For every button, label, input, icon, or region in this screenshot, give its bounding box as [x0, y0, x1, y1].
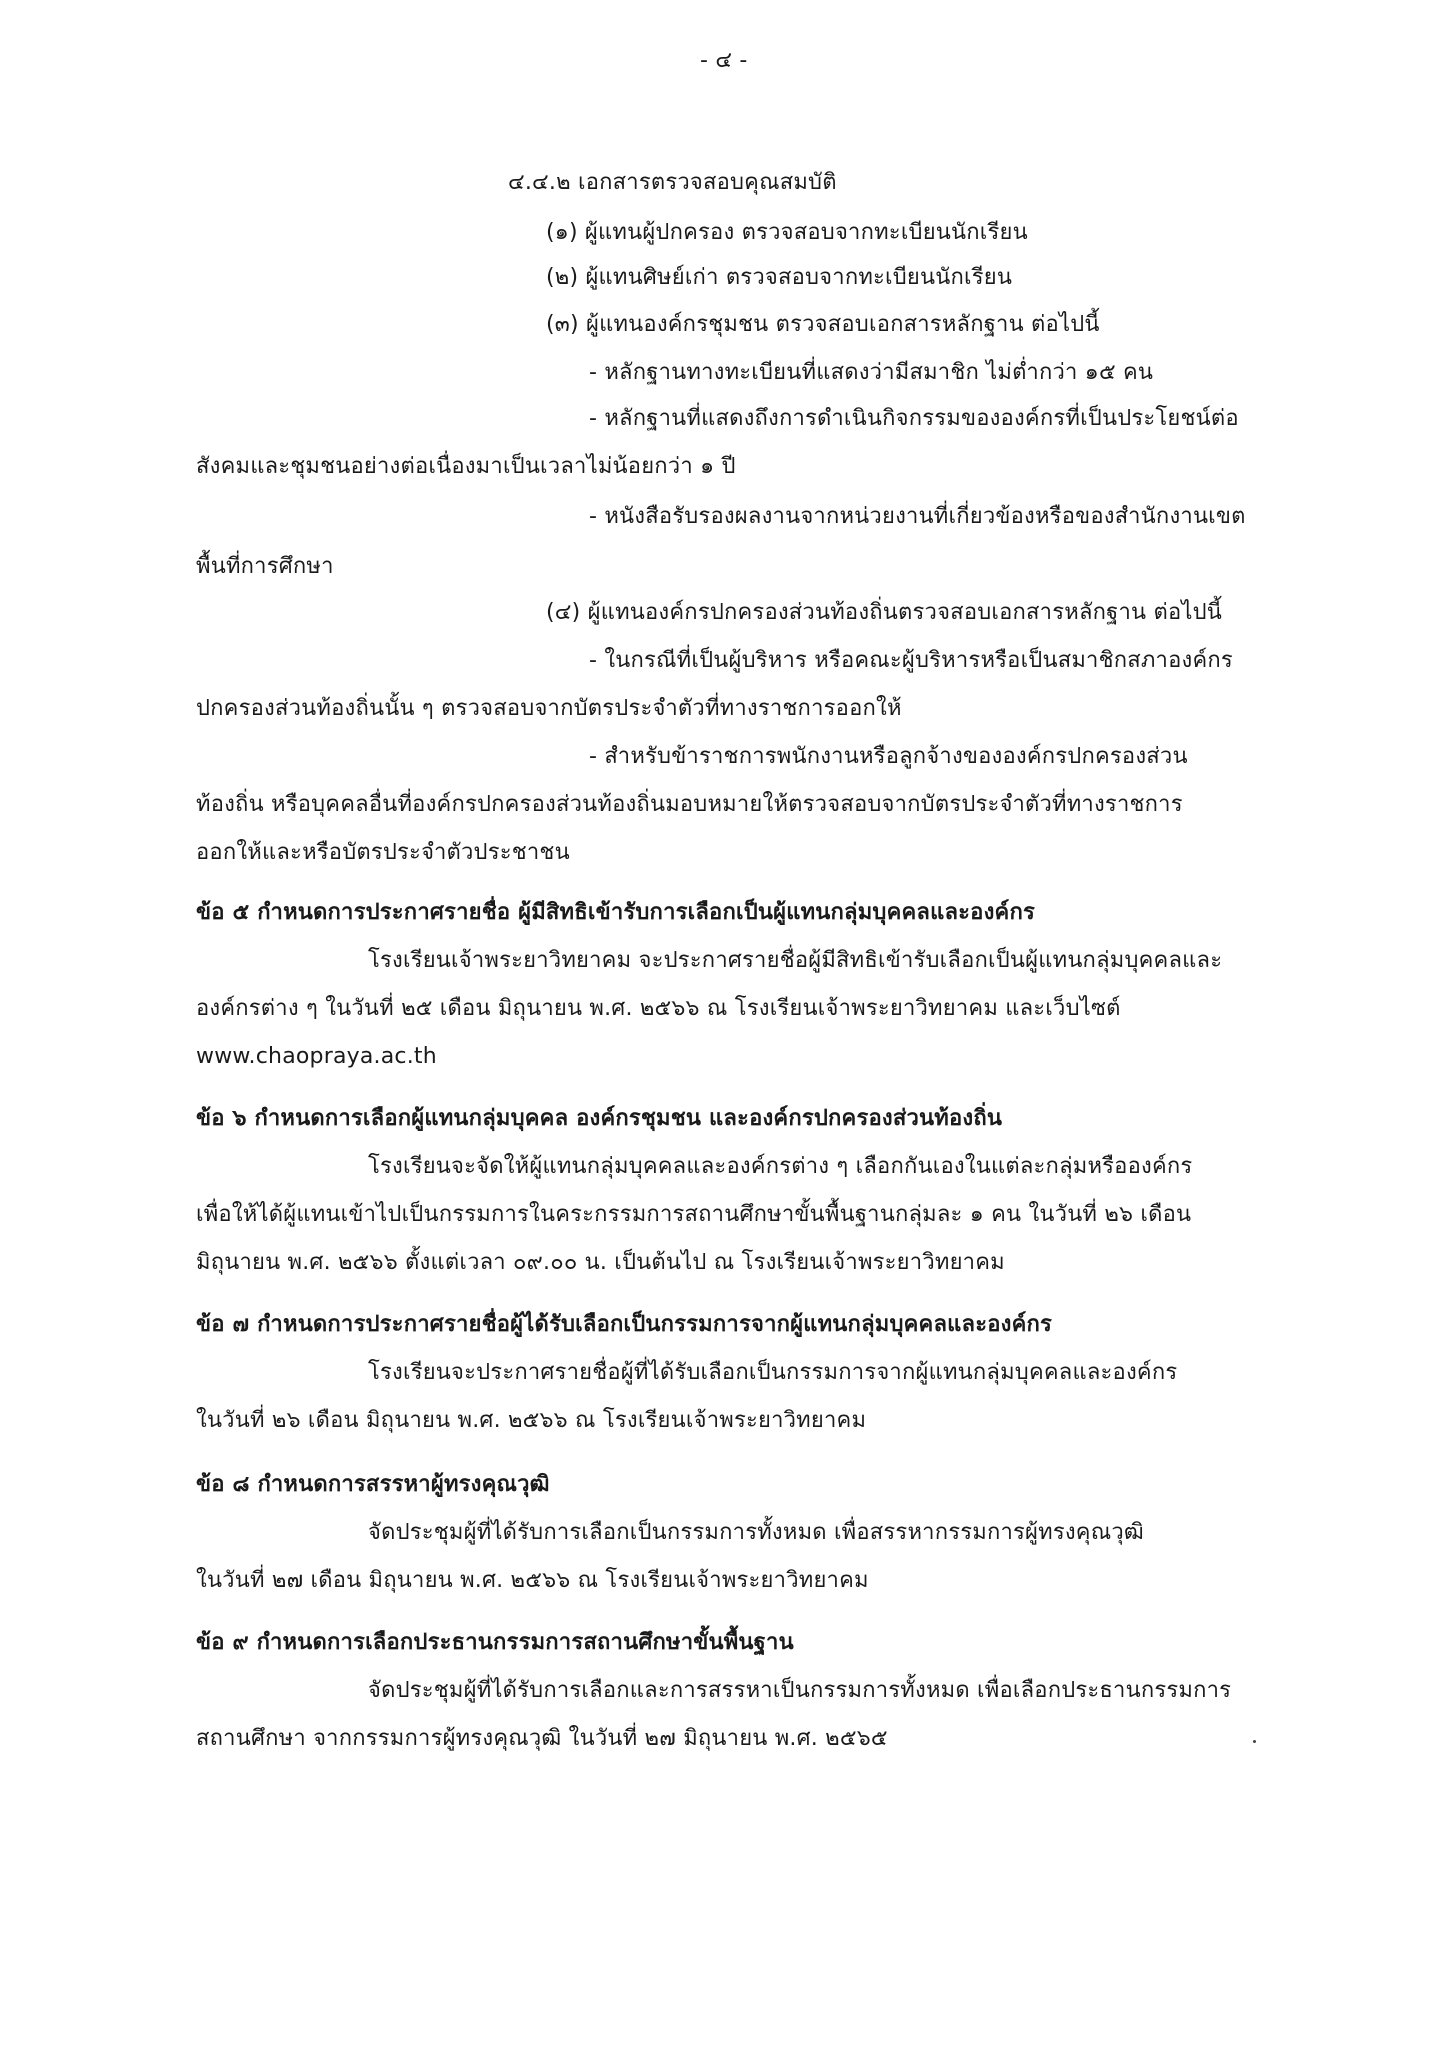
list-item: (๑) ผู้แทนผู้ปกครอง ตรวจสอบจากทะเบียนนักเรียน: [546, 220, 1028, 245]
text-line: ออกให้และหรือบัตรประจำตัวประชาชน: [196, 840, 570, 865]
clause-heading: ข้อ ๖ กำหนดการเลือกผู้แทนกลุ่มบุคคล องค์กรชุมชน และองค์กรปกครองส่วนท้องถิ่น: [196, 1106, 1003, 1131]
list-item: (๓) ผู้แทนองค์กรชุมชน ตรวจสอบเอกสารหลักฐาน ต่อไปนี้: [546, 312, 1100, 337]
clause-heading: ข้อ ๙ กำหนดการเลือกประธานกรรมการสถานศึกษาขั้นพื้นฐาน: [196, 1630, 794, 1655]
bullet-item: - หนังสือรับรองผลงานจากหน่วยงานที่เกี่ยวข้องหรือของสำนักงานเขต: [589, 504, 1246, 529]
clause-heading: ข้อ ๘ กำหนดการสรรหาผู้ทรงคุณวุฒิ: [196, 1472, 550, 1497]
paragraph-line: โรงเรียนจะประกาศรายชื่อผู้ที่ได้รับเลือกเป็นกรรมการจากผู้แทนกลุ่มบุคคลและองค์กร: [368, 1360, 1178, 1385]
bullet-item: - ในกรณีที่เป็นผู้บริหาร หรือคณะผู้บริหารหรือเป็นสมาชิกสภาองค์กร: [589, 648, 1233, 673]
paragraph-line: เพื่อให้ได้ผู้แทนเข้าไปเป็นกรรมการในคระกรรมการสถานศึกษาขั้นพื้นฐานกลุ่มละ ๑ คน ในวันที่ ๒๖ เดือน: [196, 1202, 1192, 1227]
paragraph-line: ในวันที่ ๒๗ เดือน มิถุนายน พ.ศ. ๒๕๖๖ ณ โรงเรียนเจ้าพระยาวิทยาคม: [196, 1568, 869, 1593]
page-number: - ๔ -: [700, 48, 748, 73]
text-line: ปกครองส่วนท้องถิ่นนั้น ๆ ตรวจสอบจากบัตรประจำตัวที่ทางราชการออกให้: [196, 696, 902, 721]
section-title: ๔.๔.๒ เอกสารตรวจสอบคุณสมบัติ: [508, 170, 837, 195]
clause-heading: ข้อ ๗ กำหนดการประกาศรายชื่อผู้ได้รับเลือกเป็นกรรมการจากผู้แทนกลุ่มบุคคลและองค์กร: [196, 1312, 1053, 1337]
list-item: (๒) ผู้แทนศิษย์เก่า ตรวจสอบจากทะเบียนนักเรียน: [546, 265, 1013, 290]
clause-heading: ข้อ ๕ กำหนดการประกาศรายชื่อ ผู้มีสิทธิเข้ารับการเลือกเป็นผู้แทนกลุ่มบุคคลและองค์กร: [196, 900, 1035, 925]
paragraph-line: มิถุนายน พ.ศ. ๒๕๖๖ ตั้งแต่เวลา ๐๙.๐๐ น. เป็นต้นไป ณ โรงเรียนเจ้าพระยาวิทยาคม: [196, 1250, 1005, 1275]
scan-speck: [1253, 1740, 1256, 1743]
website-link[interactable]: www.chaopraya.ac.th: [196, 1044, 437, 1069]
paragraph-line: องค์กรต่าง ๆ ในวันที่ ๒๕ เดือน มิถุนายน พ.ศ. ๒๕๖๖ ณ โรงเรียนเจ้าพระยาวิทยาคม และเว็บไซต์: [196, 996, 1121, 1021]
text-line: สังคมและชุมชนอย่างต่อเนื่องมาเป็นเวลาไม่น้อยกว่า ๑ ปี: [196, 454, 736, 479]
bullet-item: - หลักฐานที่แสดงถึงการดำเนินกิจกรรมขององค์กรที่เป็นประโยชน์ต่อ: [589, 406, 1239, 431]
bullet-item: - หลักฐานทางทะเบียนที่แสดงว่ามีสมาชิก ไม่ต่ำกว่า ๑๕ คน: [589, 360, 1154, 385]
paragraph-line: สถานศึกษา จากกรรมการผู้ทรงคุณวุฒิ ในวันที่ ๒๗ มิถุนายน พ.ศ. ๒๕๖๕: [196, 1726, 888, 1751]
paragraph-line: จัดประชุมผู้ที่ได้รับการเลือกเป็นกรรมการทั้งหมด เพื่อสรรหากรรมการผู้ทรงคุณวุฒิ: [368, 1520, 1144, 1545]
paragraph-line: ในวันที่ ๒๖ เดือน มิถุนายน พ.ศ. ๒๕๖๖ ณ โรงเรียนเจ้าพระยาวิทยาคม: [196, 1408, 867, 1433]
paragraph-line: โรงเรียนจะจัดให้ผู้แทนกลุ่มบุคคลและองค์กรต่าง ๆ เลือกกันเองในแต่ละกลุ่มหรือองค์กร: [368, 1154, 1193, 1179]
paragraph-line: โรงเรียนเจ้าพระยาวิทยาคม จะประกาศรายชื่อผู้มีสิทธิเข้ารับเลือกเป็นผู้แทนกลุ่มบุคคลและ: [368, 948, 1223, 973]
paragraph-line: จัดประชุมผู้ที่ได้รับการเลือกและการสรรหาเป็นกรรมการทั้งหมด เพื่อเลือกประธานกรรมการ: [368, 1678, 1232, 1703]
text-line: ท้องถิ่น หรือบุคคลอื่นที่องค์กรปกครองส่วนท้องถิ่นมอบหมายให้ตรวจสอบจากบัตรประจำตัวที่ทางราชการ: [196, 792, 1183, 817]
text-line: พื้นที่การศึกษา: [196, 554, 334, 579]
bullet-item: - สำหรับข้าราชการพนักงานหรือลูกจ้างขององค์กรปกครองส่วน: [589, 744, 1188, 769]
list-item: (๔) ผู้แทนองค์กรปกครองส่วนท้องถิ่นตรวจสอบเอกสารหลักฐาน ต่อไปนี้: [546, 600, 1223, 625]
